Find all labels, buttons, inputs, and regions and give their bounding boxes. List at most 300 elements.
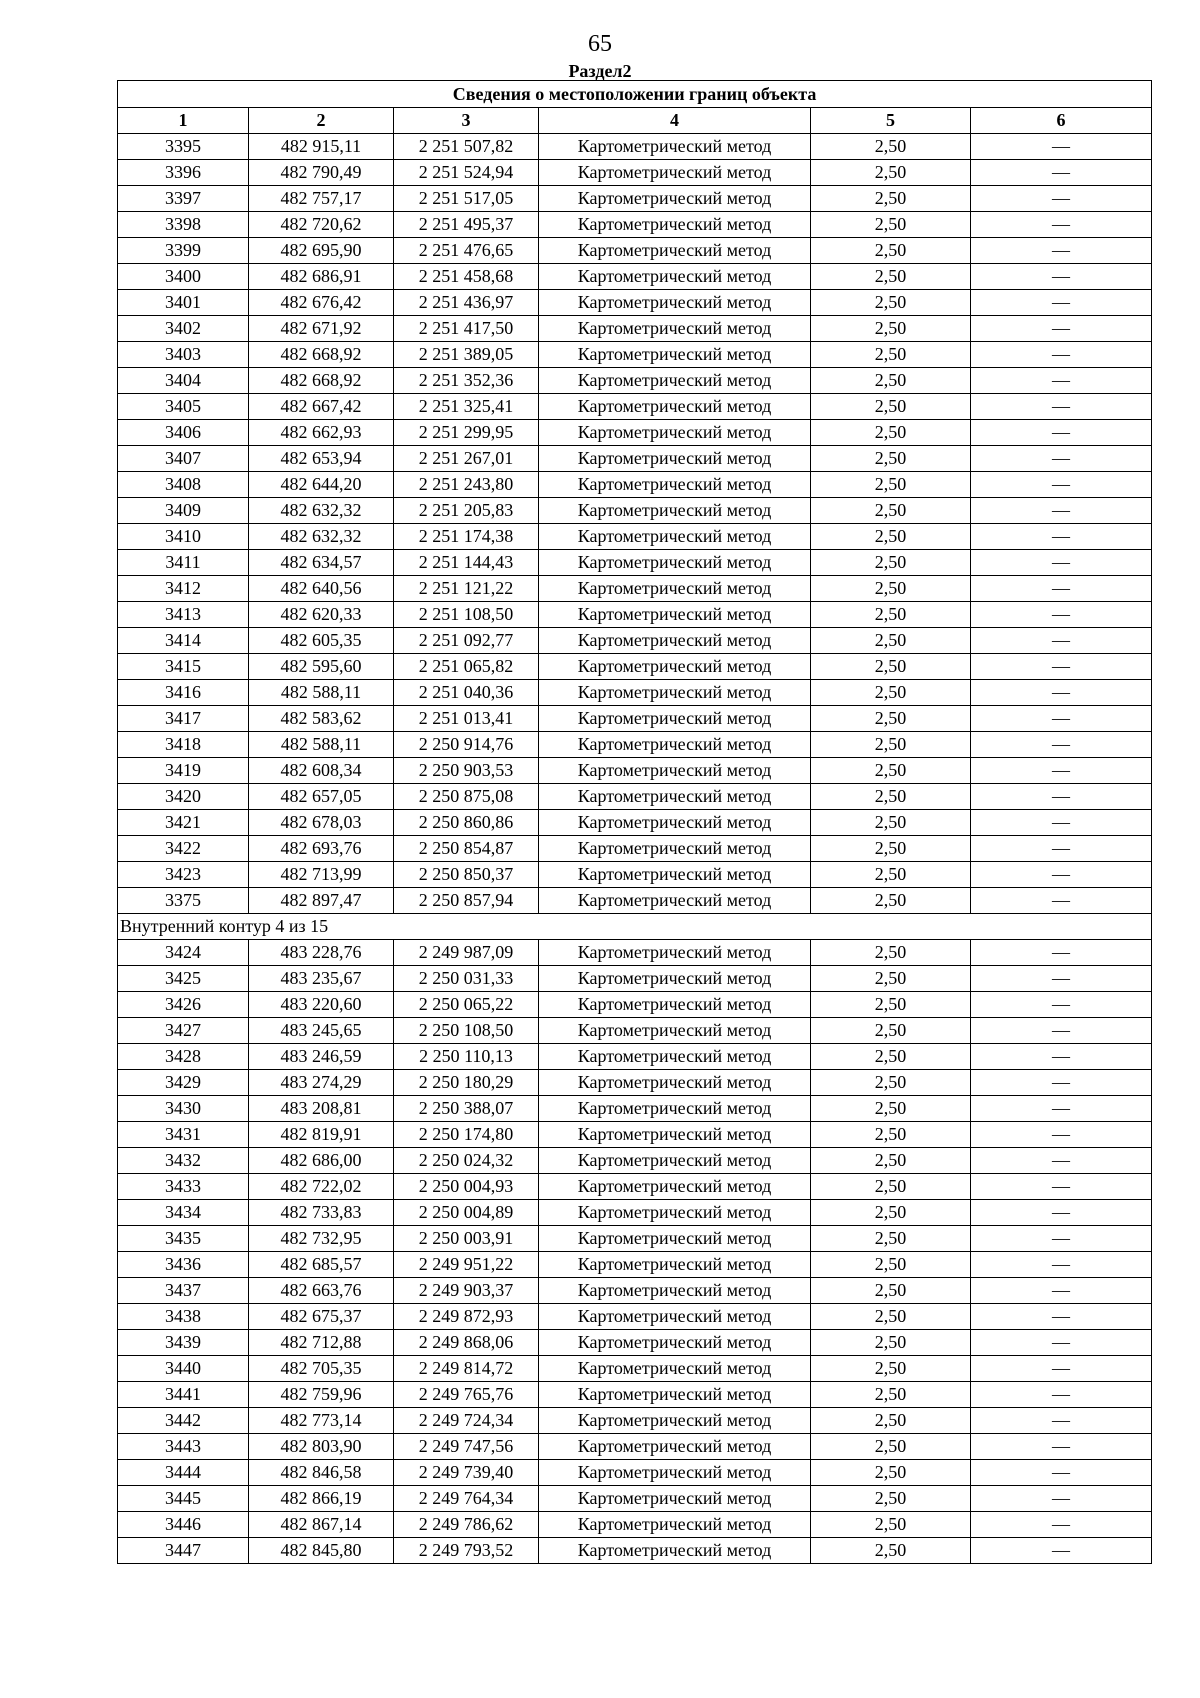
table-cell: 3431 <box>118 1122 249 1148</box>
table-row <box>118 368 1152 394</box>
table-cell: — <box>971 1226 1152 1252</box>
table-cell: 3437 <box>118 1278 249 1304</box>
table-cell: — <box>971 1330 1152 1356</box>
table-cell: 2,50 <box>811 1434 971 1460</box>
table-cell: 2 250 004,93 <box>394 1174 539 1200</box>
table-cell: Картометрический метод <box>539 1330 811 1356</box>
table-cell: 2 250 850,37 <box>394 862 539 888</box>
table-cell: 2,50 <box>811 1174 971 1200</box>
table-cell: Картометрический метод <box>539 1018 811 1044</box>
table-cell: 3422 <box>118 836 249 862</box>
table-cell: 2,50 <box>811 732 971 758</box>
table-cell: 482 668,92 <box>249 342 394 368</box>
table-cell: 3410 <box>118 524 249 550</box>
table-cell: Картометрический метод <box>539 368 811 394</box>
table-cell: — <box>971 160 1152 186</box>
table-cell: 2,50 <box>811 134 971 160</box>
table-cell: 2 250 031,33 <box>394 966 539 992</box>
table-row <box>118 1408 1152 1434</box>
column-header: 5 <box>811 108 971 134</box>
table-row <box>118 186 1152 212</box>
table-cell: 2,50 <box>811 1408 971 1434</box>
table-cell: 2 251 065,82 <box>394 654 539 680</box>
table-row <box>118 1356 1152 1382</box>
table-cell: 3429 <box>118 1070 249 1096</box>
table-cell: 2,50 <box>811 706 971 732</box>
table-cell: 482 686,00 <box>249 1148 394 1174</box>
table-cell: Картометрический метод <box>539 420 811 446</box>
table-cell: 482 867,14 <box>249 1512 394 1538</box>
table-cell: 2,50 <box>811 810 971 836</box>
table-row <box>118 1148 1152 1174</box>
table-cell: — <box>971 1408 1152 1434</box>
table-cell: 482 712,88 <box>249 1330 394 1356</box>
table-cell: 2,50 <box>811 1018 971 1044</box>
table-cell: 483 245,65 <box>249 1018 394 1044</box>
table-cell: 2,50 <box>811 160 971 186</box>
table-cell: 482 695,90 <box>249 238 394 264</box>
table-cell: 3438 <box>118 1304 249 1330</box>
table-cell: 3397 <box>118 186 249 212</box>
table-cell: 3447 <box>118 1538 249 1564</box>
table-cell: Картометрический метод <box>539 238 811 264</box>
table-row <box>118 316 1152 342</box>
table-cell: Картометрический метод <box>539 836 811 862</box>
table-cell: 2 251 299,95 <box>394 420 539 446</box>
table-cell: 482 915,11 <box>249 134 394 160</box>
table-cell: 2,50 <box>811 1356 971 1382</box>
table-cell: 2,50 <box>811 264 971 290</box>
table-cell: 2,50 <box>811 1096 971 1122</box>
table-cell: — <box>971 836 1152 862</box>
table-cell: Картометрический метод <box>539 602 811 628</box>
table-cell: 2,50 <box>811 1512 971 1538</box>
table-cell: 482 705,35 <box>249 1356 394 1382</box>
table-cell: 2,50 <box>811 602 971 628</box>
boundary-coordinates-table <box>117 80 1152 1564</box>
table-row <box>118 498 1152 524</box>
table-cell: Картометрический метод <box>539 1538 811 1564</box>
table-cell: 2,50 <box>811 238 971 264</box>
table-cell: 2 250 857,94 <box>394 888 539 914</box>
table-cell: 2 251 040,36 <box>394 680 539 706</box>
table-cell: 2,50 <box>811 524 971 550</box>
table-row <box>118 290 1152 316</box>
table-row <box>118 758 1152 784</box>
table-cell: 3443 <box>118 1434 249 1460</box>
table-cell: Картометрический метод <box>539 1434 811 1460</box>
table-row <box>118 940 1152 966</box>
table-cell: 3433 <box>118 1174 249 1200</box>
table-cell: 3415 <box>118 654 249 680</box>
table-cell: — <box>971 1096 1152 1122</box>
table-cell: Картометрический метод <box>539 394 811 420</box>
table-cell: — <box>971 1148 1152 1174</box>
table-cell: 3425 <box>118 966 249 992</box>
table-cell: 3446 <box>118 1512 249 1538</box>
table-cell: 2,50 <box>811 1070 971 1096</box>
table-cell: Картометрический метод <box>539 524 811 550</box>
table-cell: 3402 <box>118 316 249 342</box>
table-cell: — <box>971 1538 1152 1564</box>
table-cell: 3444 <box>118 1460 249 1486</box>
table-row <box>118 524 1152 550</box>
table-cell: 3421 <box>118 810 249 836</box>
table-row <box>118 1486 1152 1512</box>
table-cell: — <box>971 1460 1152 1486</box>
table-cell: 2,50 <box>811 316 971 342</box>
table-cell: 2,50 <box>811 862 971 888</box>
table-cell: 3395 <box>118 134 249 160</box>
table-cell: 482 733,83 <box>249 1200 394 1226</box>
table-cell: — <box>971 264 1152 290</box>
table-cell: — <box>971 1512 1152 1538</box>
table-cell: 2,50 <box>811 1252 971 1278</box>
table-cell: — <box>971 784 1152 810</box>
table-cell: 482 759,96 <box>249 1382 394 1408</box>
table-cell: 482 605,35 <box>249 628 394 654</box>
table-row <box>118 1278 1152 1304</box>
table-cell: — <box>971 862 1152 888</box>
table-cell: 482 678,03 <box>249 810 394 836</box>
table-cell: Картометрический метод <box>539 732 811 758</box>
table-cell: 482 686,91 <box>249 264 394 290</box>
table-cell: 2 250 174,80 <box>394 1122 539 1148</box>
table-cell: 2,50 <box>811 290 971 316</box>
table-cell: 2 251 458,68 <box>394 264 539 290</box>
table-cell: Картометрический метод <box>539 1460 811 1486</box>
table-cell: 2,50 <box>811 1486 971 1512</box>
table-cell: 3441 <box>118 1382 249 1408</box>
table-cell: Картометрический метод <box>539 576 811 602</box>
table-cell: 2 249 747,56 <box>394 1434 539 1460</box>
table-cell: 3436 <box>118 1252 249 1278</box>
table-cell: — <box>971 992 1152 1018</box>
table-cell: — <box>971 368 1152 394</box>
table-cell: — <box>971 732 1152 758</box>
table-cell: 482 897,47 <box>249 888 394 914</box>
table-row <box>118 1538 1152 1564</box>
table-cell: — <box>971 1356 1152 1382</box>
table-cell: Картометрический метод <box>539 628 811 654</box>
table-cell: 2,50 <box>811 628 971 654</box>
table-row <box>118 810 1152 836</box>
table-cell: 3442 <box>118 1408 249 1434</box>
table-cell: Картометрический метод <box>539 810 811 836</box>
table-cell: Картометрический метод <box>539 1486 811 1512</box>
table-cell: 3411 <box>118 550 249 576</box>
table-cell: 483 220,60 <box>249 992 394 1018</box>
table-row <box>118 1096 1152 1122</box>
table-cell: — <box>971 1278 1152 1304</box>
table-cell: 2 251 517,05 <box>394 186 539 212</box>
table-row <box>118 1200 1152 1226</box>
table-cell: 483 274,29 <box>249 1070 394 1096</box>
column-header: 2 <box>249 108 394 134</box>
table-cell: 482 819,91 <box>249 1122 394 1148</box>
table-row <box>118 1512 1152 1538</box>
table-cell: 2,50 <box>811 1122 971 1148</box>
table-cell: 482 663,76 <box>249 1278 394 1304</box>
table-cell: 482 757,17 <box>249 186 394 212</box>
table-cell: 2 251 121,22 <box>394 576 539 602</box>
table-cell: 482 803,90 <box>249 1434 394 1460</box>
table-cell: 3434 <box>118 1200 249 1226</box>
table-cell: 482 693,76 <box>249 836 394 862</box>
table-cell: Картометрический метод <box>539 1382 811 1408</box>
table-cell: 2,50 <box>811 1148 971 1174</box>
table-cell: 2 250 024,32 <box>394 1148 539 1174</box>
table-cell: 2,50 <box>811 1460 971 1486</box>
table-cell: 2 249 786,62 <box>394 1512 539 1538</box>
table-cell: 482 732,95 <box>249 1226 394 1252</box>
table-row <box>118 238 1152 264</box>
table-row <box>118 1044 1152 1070</box>
table-cell: 2 251 524,94 <box>394 160 539 186</box>
table-cell: — <box>971 420 1152 446</box>
table-row <box>118 836 1152 862</box>
table-cell: 2,50 <box>811 784 971 810</box>
table-cell: 2 250 180,29 <box>394 1070 539 1096</box>
table-cell: 2,50 <box>811 420 971 446</box>
table-row <box>118 784 1152 810</box>
table-cell: 2 249 868,06 <box>394 1330 539 1356</box>
table-cell: Картометрический метод <box>539 1096 811 1122</box>
table-cell: 2 251 205,83 <box>394 498 539 524</box>
column-header-row <box>118 108 1152 134</box>
table-cell: 3412 <box>118 576 249 602</box>
table-row <box>118 472 1152 498</box>
table-cell: Картометрический метод <box>539 966 811 992</box>
table-cell: 2,50 <box>811 992 971 1018</box>
table-cell: — <box>971 810 1152 836</box>
table-cell: Картометрический метод <box>539 290 811 316</box>
table-cell: Картометрический метод <box>539 1122 811 1148</box>
table-cell: 2,50 <box>811 212 971 238</box>
table-cell: 483 228,76 <box>249 940 394 966</box>
table-cell: Картометрический метод <box>539 1044 811 1070</box>
table-cell: 2 251 495,37 <box>394 212 539 238</box>
table-cell: — <box>971 628 1152 654</box>
table-cell: 3445 <box>118 1486 249 1512</box>
table-cell: 2 251 174,38 <box>394 524 539 550</box>
table-row <box>118 862 1152 888</box>
table-cell: 482 588,11 <box>249 732 394 758</box>
table-row <box>118 576 1152 602</box>
table-cell: — <box>971 290 1152 316</box>
table-cell: — <box>971 316 1152 342</box>
table-cell: 482 675,37 <box>249 1304 394 1330</box>
table-cell: 2,50 <box>811 1226 971 1252</box>
table-cell: Картометрический метод <box>539 498 811 524</box>
table-cell: — <box>971 238 1152 264</box>
table-cell: 3400 <box>118 264 249 290</box>
table-cell: — <box>971 212 1152 238</box>
table-cell: 2 251 476,65 <box>394 238 539 264</box>
table-cell: 2,50 <box>811 1382 971 1408</box>
table-cell: 2,50 <box>811 836 971 862</box>
column-header: 6 <box>971 108 1152 134</box>
table-cell: — <box>971 1304 1152 1330</box>
table-cell: 3428 <box>118 1044 249 1070</box>
table-cell: 2 249 872,93 <box>394 1304 539 1330</box>
table-cell: — <box>971 1486 1152 1512</box>
table-cell: 2 249 793,52 <box>394 1538 539 1564</box>
table-cell: — <box>971 472 1152 498</box>
table-cell: — <box>971 1382 1152 1408</box>
table-cell: 3401 <box>118 290 249 316</box>
table-cell: 2,50 <box>811 1538 971 1564</box>
table-cell: 2 250 065,22 <box>394 992 539 1018</box>
table-cell: Картометрический метод <box>539 446 811 472</box>
table-cell: Картометрический метод <box>539 1070 811 1096</box>
table-cell: — <box>971 446 1152 472</box>
table-row <box>118 628 1152 654</box>
column-header: 4 <box>539 108 811 134</box>
table-cell: Картометрический метод <box>539 862 811 888</box>
table-cell: 2,50 <box>811 758 971 784</box>
table-row <box>118 966 1152 992</box>
table-cell: Картометрический метод <box>539 264 811 290</box>
table-row <box>118 706 1152 732</box>
table-cell: 482 720,62 <box>249 212 394 238</box>
table-row <box>118 888 1152 914</box>
table-cell: 482 634,57 <box>249 550 394 576</box>
table-row <box>118 1252 1152 1278</box>
table-cell: — <box>971 524 1152 550</box>
table-cell: 2 251 417,50 <box>394 316 539 342</box>
table-cell: 482 667,42 <box>249 394 394 420</box>
table-cell: 2,50 <box>811 446 971 472</box>
table-cell: 3398 <box>118 212 249 238</box>
table-cell: 2 251 436,97 <box>394 290 539 316</box>
table-cell: Картометрический метод <box>539 888 811 914</box>
table-cell: 482 713,99 <box>249 862 394 888</box>
table-cell: 3405 <box>118 394 249 420</box>
table-cell: 2 250 903,53 <box>394 758 539 784</box>
table-cell: 2,50 <box>811 966 971 992</box>
table-cell: 2 251 325,41 <box>394 394 539 420</box>
table-cell: 3375 <box>118 888 249 914</box>
table-cell: 2 251 267,01 <box>394 446 539 472</box>
table-cell: 2 250 860,86 <box>394 810 539 836</box>
table-row <box>118 1330 1152 1356</box>
table-cell: 482 866,19 <box>249 1486 394 1512</box>
table-row <box>118 732 1152 758</box>
table-cell: 3407 <box>118 446 249 472</box>
table-cell: 2,50 <box>811 940 971 966</box>
table-cell: — <box>971 1434 1152 1460</box>
table-cell: Картометрический метод <box>539 1200 811 1226</box>
table-cell: — <box>971 498 1152 524</box>
table-cell: — <box>971 758 1152 784</box>
table-cell: Картометрический метод <box>539 186 811 212</box>
table-cell: 2,50 <box>811 498 971 524</box>
caption-row <box>118 81 1152 108</box>
table-cell: — <box>971 940 1152 966</box>
table-cell: 2 251 013,41 <box>394 706 539 732</box>
table-cell: Картометрический метод <box>539 1304 811 1330</box>
table-row <box>118 1460 1152 1486</box>
table-row <box>118 1434 1152 1460</box>
table-row <box>118 1174 1152 1200</box>
table-row <box>118 342 1152 368</box>
table-cell: Картометрический метод <box>539 992 811 1018</box>
table-row <box>118 212 1152 238</box>
table-cell: 482 595,60 <box>249 654 394 680</box>
table-row <box>118 1382 1152 1408</box>
table-cell: 483 208,81 <box>249 1096 394 1122</box>
table-cell: 2 251 352,36 <box>394 368 539 394</box>
column-header: 3 <box>394 108 539 134</box>
table-cell: 2 250 388,07 <box>394 1096 539 1122</box>
table-cell: 3435 <box>118 1226 249 1252</box>
table-cell: — <box>971 342 1152 368</box>
table-row <box>118 550 1152 576</box>
table-cell: 3416 <box>118 680 249 706</box>
page-number: 65 <box>588 31 612 57</box>
table-cell: 2 250 875,08 <box>394 784 539 810</box>
table-cell: 2 249 951,22 <box>394 1252 539 1278</box>
table-caption: Сведения о местоположении границ объекта <box>118 81 1152 108</box>
table-cell: 482 608,34 <box>249 758 394 784</box>
table-cell: — <box>971 394 1152 420</box>
table-cell: 2,50 <box>811 186 971 212</box>
table-cell: — <box>971 602 1152 628</box>
table-cell: 482 662,93 <box>249 420 394 446</box>
table-cell: 3423 <box>118 862 249 888</box>
table-cell: 2,50 <box>811 472 971 498</box>
table-cell: — <box>971 888 1152 914</box>
table-cell: 2,50 <box>811 680 971 706</box>
table-cell: Картометрический метод <box>539 550 811 576</box>
table-cell: — <box>971 1174 1152 1200</box>
contour-label: Внутренний контур 4 из 15 <box>118 914 1152 940</box>
table-cell: 482 685,57 <box>249 1252 394 1278</box>
table-cell: 3417 <box>118 706 249 732</box>
table-cell: — <box>971 550 1152 576</box>
table-cell: — <box>971 706 1152 732</box>
table-cell: 3406 <box>118 420 249 446</box>
table-cell: 2 249 987,09 <box>394 940 539 966</box>
table-row <box>118 394 1152 420</box>
table-cell: Картометрический метод <box>539 212 811 238</box>
table-cell: 482 632,32 <box>249 524 394 550</box>
table-cell: 2 250 110,13 <box>394 1044 539 1070</box>
table-cell: — <box>971 654 1152 680</box>
table-row <box>118 1304 1152 1330</box>
table-cell: 2 249 765,76 <box>394 1382 539 1408</box>
table-cell: 3439 <box>118 1330 249 1356</box>
table-cell: 482 668,92 <box>249 368 394 394</box>
table-cell: 482 845,80 <box>249 1538 394 1564</box>
table-row <box>118 160 1152 186</box>
table-cell: Картометрический метод <box>539 134 811 160</box>
table-cell: 482 846,58 <box>249 1460 394 1486</box>
table-row <box>118 446 1152 472</box>
table-cell: 2,50 <box>811 1278 971 1304</box>
table-cell: 3413 <box>118 602 249 628</box>
table-cell: Картометрический метод <box>539 1174 811 1200</box>
table-cell: 2 249 739,40 <box>394 1460 539 1486</box>
table-cell: Картометрический метод <box>539 1148 811 1174</box>
table-cell: Картометрический метод <box>539 472 811 498</box>
table-cell: 3430 <box>118 1096 249 1122</box>
table-row <box>118 420 1152 446</box>
table-cell: 482 640,56 <box>249 576 394 602</box>
table-cell: Картометрический метод <box>539 940 811 966</box>
table-cell: 3409 <box>118 498 249 524</box>
